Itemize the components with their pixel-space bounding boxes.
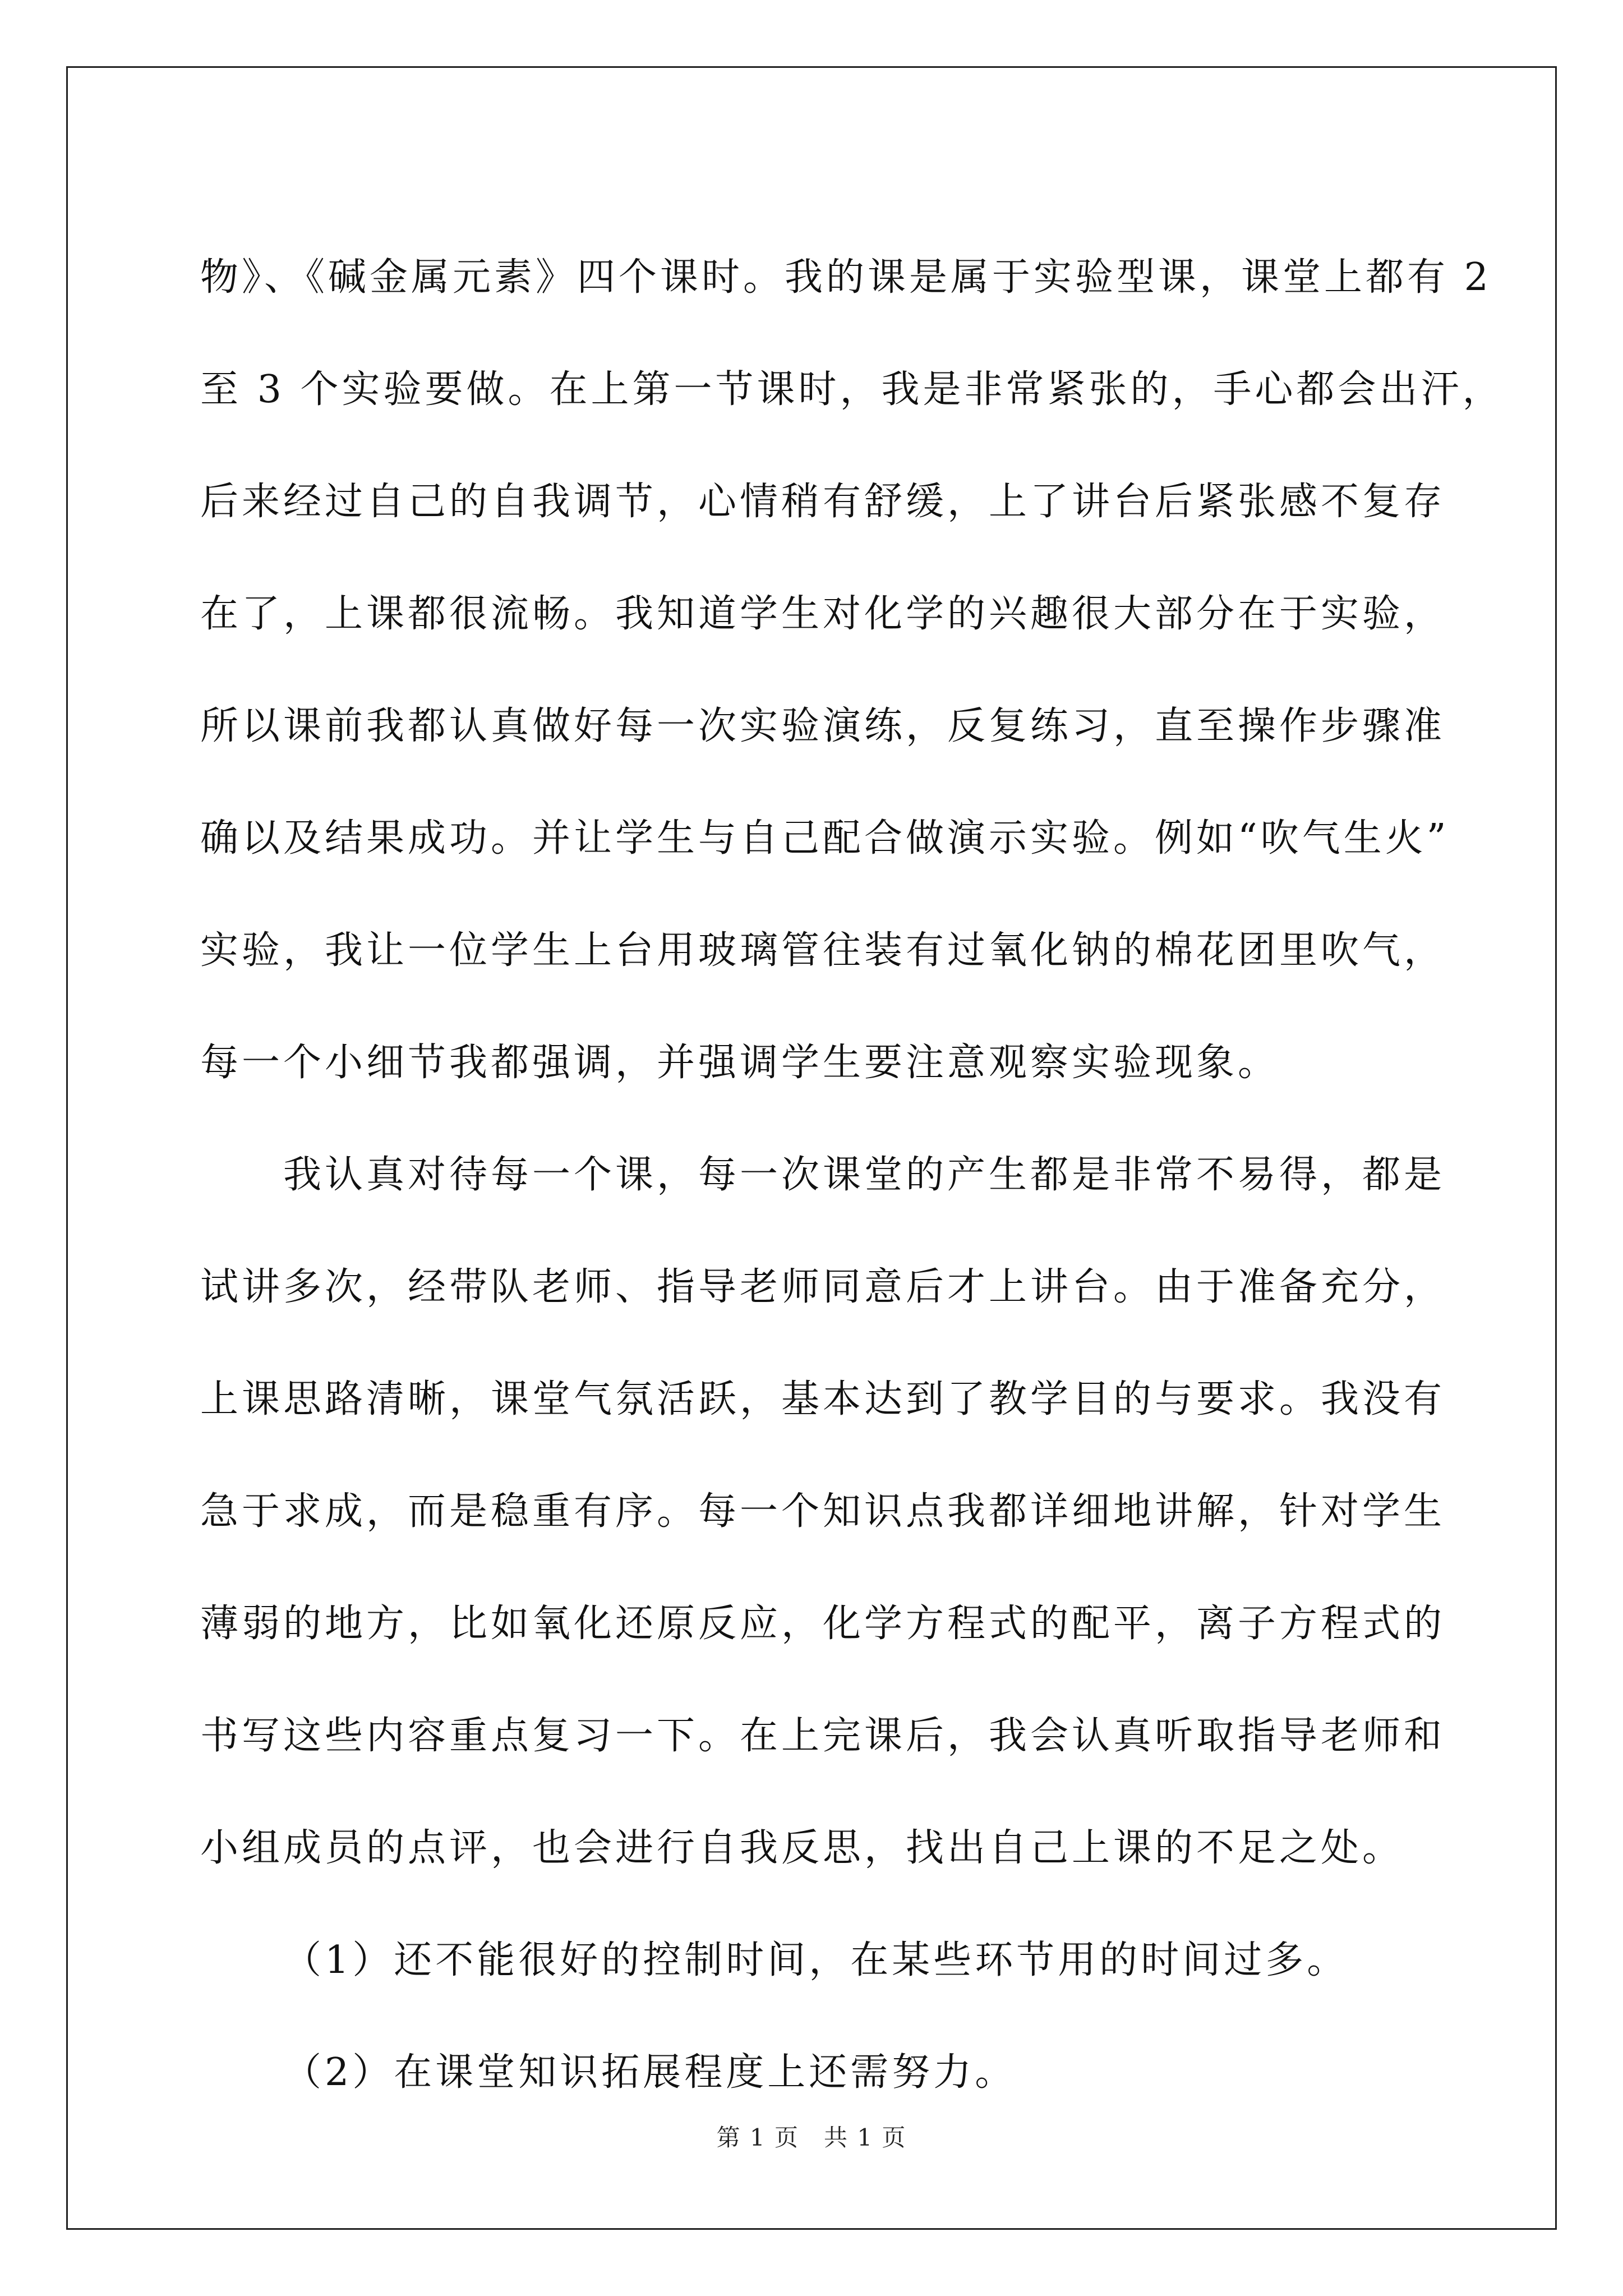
page-number-footer: 第 1 页 共 1 页 bbox=[716, 2124, 907, 2151]
text-line: 上课思路清晰，课堂气氛活跃，基本达到了教学目的与要求。我没有 bbox=[200, 1377, 1446, 1421]
text-line: 后来经过自己的自我调节，心情稍有舒缓，上了讲台后紧张感不复存 bbox=[200, 480, 1446, 524]
text-line: 书写这些内容重点复习一下。在上完课后，我会认真听取指导老师和 bbox=[200, 1714, 1446, 1758]
list-item-1 bbox=[200, 1904, 1426, 2017]
text-line: 物》、《碱金属元素》四个课时。我的课是属于实验型课，课堂上都有 2 bbox=[200, 255, 1492, 300]
text-line: 每一个小细节我都强调，并强调学生要注意观察实验现象。 bbox=[200, 1041, 1280, 1085]
document-body bbox=[200, 222, 1504, 2129]
paragraph-2 bbox=[200, 1119, 1446, 1904]
text-line: 所以课前我都认真做好每一次实验演练，反复练习，直至操作步骤准 bbox=[200, 704, 1446, 748]
text-line: 至 3 个实验要做。在上第一节课时，我是非常紧张的，手心都会出汗， bbox=[200, 367, 1504, 412]
text-line: 薄弱的地方，比如氧化还原反应，化学方程式的配平，离子方程式的 bbox=[200, 1602, 1446, 1646]
text-line: （1）还不能很好的控制时间，在某些环节用的时间过多。 bbox=[283, 1938, 1349, 1982]
text-line: 小组成员的点评，也会进行自我反思，找出自己上课的不足之处。 bbox=[200, 1826, 1404, 1870]
text-line: （2）在课堂知识拓展程度上还需努力。 bbox=[283, 2050, 1017, 2095]
text-line: 我认真对待每一个课，每一次课堂的产生都是非常不易得，都是 bbox=[283, 1153, 1446, 1197]
text-line: 急于求成，而是稳重有序。每一个知识点我都详细地讲解，针对学生 bbox=[200, 1489, 1446, 1534]
list-item-2 bbox=[200, 2017, 1426, 2129]
text-line: 确以及结果成功。并让学生与自己配合做演示实验。例如“吹气生火” bbox=[200, 816, 1450, 861]
text-line: 在了，上课都很流畅。我知道学生对化学的兴趣很大部分在于实验， bbox=[200, 592, 1446, 636]
text-line: 试讲多次，经带队老师、指导老师同意后才上讲台。由于准备充分， bbox=[200, 1265, 1446, 1309]
paragraph-1 bbox=[200, 222, 1504, 1119]
text-line: 实验，我让一位学生上台用玻璃管往装有过氧化钠的棉花团里吹气， bbox=[200, 928, 1446, 973]
